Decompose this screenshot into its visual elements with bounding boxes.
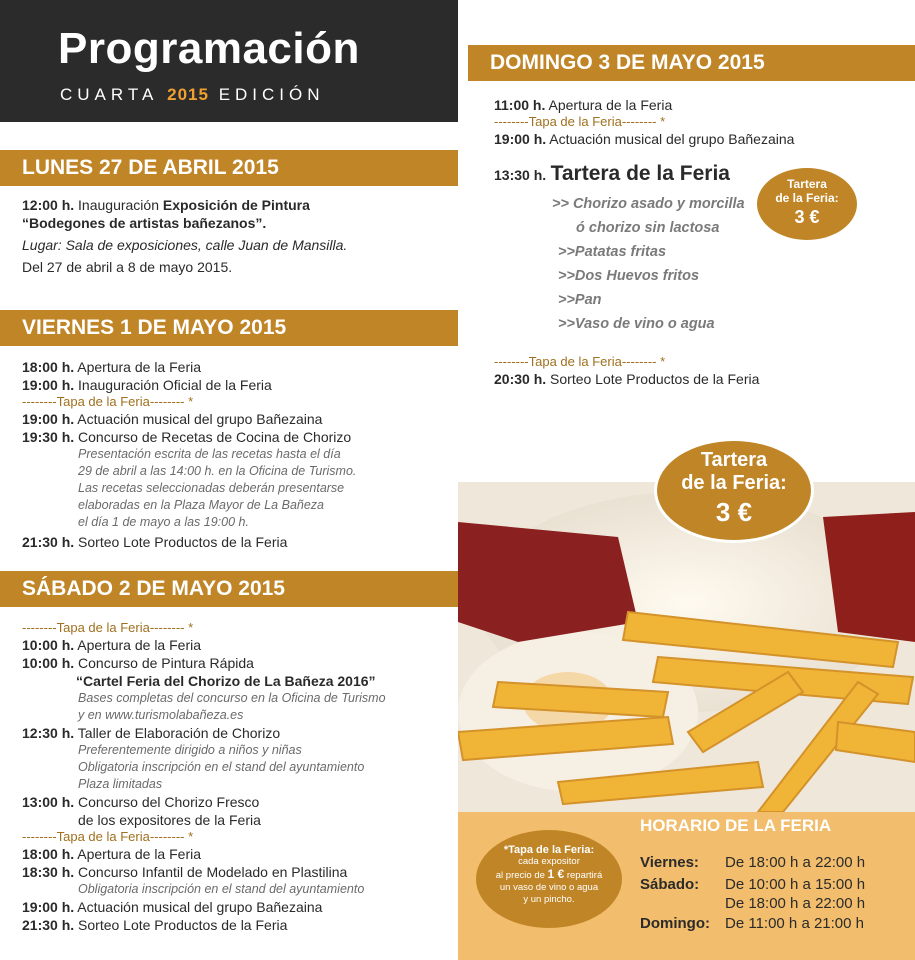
subtitle-pre: CUARTA xyxy=(60,85,158,104)
note-line: Presentación escrita de las recetas hasta el día xyxy=(78,447,341,461)
schedule-row: Domingo: De 11:00 h a 21:00 h xyxy=(640,915,864,932)
note-line: Plaza limitadas xyxy=(78,777,163,791)
cartel-title: “Cartel Feria del Chorizo de La Bañeza 2016” xyxy=(76,673,376,689)
note-line: Bases completas del concurso en la Oficina de Turismo xyxy=(78,691,386,705)
list-item: 13:00 h. Concurso del Chorizo Fresco xyxy=(22,794,260,810)
viernes-content xyxy=(22,358,356,551)
tartera-price-badge-large: Tartera de la Feria: 3 € xyxy=(654,438,814,543)
subtitle-post: EDICIÓN xyxy=(218,85,325,104)
menu-item: >>Dos Huevos fritos xyxy=(558,268,700,284)
domingo-content xyxy=(494,96,794,388)
lunes-content xyxy=(22,196,347,276)
section-domingo-heading: DOMINGO 3 DE MAYO 2015 xyxy=(468,45,915,81)
schedule-row: Viernes: De 18:00 h a 22:00 h xyxy=(640,854,866,871)
sabado-content xyxy=(22,620,386,934)
page-title: Programación xyxy=(58,24,360,73)
list-item: 21:30 h. Sorteo Lote Productos de la Feria xyxy=(22,534,288,550)
list-item: 12:30 h. Taller de Elaboración de Chorizo xyxy=(22,725,281,741)
list-item: 19:00 h. Actuación musical del grupo Bañezaina xyxy=(494,131,795,147)
menu-item: >>Pan xyxy=(558,292,602,308)
note-line: Preferentemente dirigido a niños y niñas xyxy=(78,743,302,757)
lunes-place: Lugar: Sala de exposiciones, calle Juan de Mansilla. xyxy=(22,237,348,253)
list-item: 18:00 h. Apertura de la Feria xyxy=(22,846,201,862)
note-line: y en www.turismolabañeza.es xyxy=(78,708,244,722)
note-line: elaboradas en la Plaza Mayor de La Bañeza xyxy=(78,498,324,512)
section-lunes-heading: LUNES 27 DE ABRIL 2015 xyxy=(0,150,458,186)
note-line: 29 de abril a las 14:00 h. en la Oficina de Turismo. xyxy=(78,464,357,478)
schedule-row: Sábado: De 10:00 h a 15:00 h xyxy=(640,876,866,893)
tartera-menu xyxy=(494,192,794,336)
list-item: 19:00 h. Actuación musical del grupo Bañezaina xyxy=(22,899,323,915)
list-item: 10:00 h. Apertura de la Feria xyxy=(22,637,201,653)
tapa-separator: --------Tapa de la Feria-------- * xyxy=(22,829,194,844)
page-subtitle xyxy=(60,85,325,105)
note-line: el día 1 de mayo a las 19:00 h. xyxy=(78,515,249,529)
note-line: Las recetas seleccionadas deberán presentarse xyxy=(78,481,345,495)
list-item: 10:00 h. Concurso de Pintura Rápida xyxy=(22,655,254,671)
list-item: 19:00 h. Actuación musical del grupo Bañezaina xyxy=(22,411,323,427)
note-line: Obligatoria inscripción en el stand del ayuntamiento xyxy=(78,760,365,774)
subtitle-year: 2015 xyxy=(167,85,209,104)
list-item-cont: de los expositores de la Feria xyxy=(78,812,261,828)
section-viernes-heading: VIERNES 1 DE MAYO 2015 xyxy=(0,310,458,346)
list-item: 18:30 h. Concurso Infantil de Modelado en Plastilina xyxy=(22,864,348,880)
tapa-separator: --------Tapa de la Feria-------- * xyxy=(22,620,194,635)
list-item: 19:00 h. Inauguración Oficial de la Feria xyxy=(22,377,272,393)
schedule-row: De 18:00 h a 22:00 h xyxy=(725,895,866,912)
tapa-separator: --------Tapa de la Feria-------- * xyxy=(494,114,666,129)
list-item: 20:30 h. Sorteo Lote Productos de la Feria xyxy=(494,371,760,387)
tapa-separator: --------Tapa de la Feria-------- * xyxy=(494,354,666,369)
menu-item: >> Chorizo asado y morcilla xyxy=(552,196,745,212)
tapa-separator: --------Tapa de la Feria-------- * xyxy=(22,394,194,409)
lunes-event: 12:00 h. Inauguración Exposición de Pintura xyxy=(22,197,310,213)
menu-item: >>Vaso de vino o agua xyxy=(558,316,715,332)
menu-item: ó chorizo sin lactosa xyxy=(576,220,720,236)
menu-item: >>Patatas fritas xyxy=(558,244,667,260)
tapa-info-badge: *Tapa de la Feria: cada expositor al precio de 1 € repartirá un vaso de vino o agua y un pincho. xyxy=(476,830,622,928)
tartera-price-badge-small: Tartera de la Feria: 3 € xyxy=(757,168,857,240)
section-sabado-heading: SÁBADO 2 DE MAYO 2015 xyxy=(0,571,458,607)
list-item: 11:00 h. Apertura de la Feria xyxy=(494,97,673,113)
horario-title: HORARIO DE LA FERIA xyxy=(640,816,832,835)
lunes-event-title: “Bodegones de artistas bañezanos”. xyxy=(22,215,267,231)
list-item: 19:30 h. Concurso de Recetas de Cocina de Chorizo xyxy=(22,429,352,445)
tartera-heading: 13:30 h. Tartera de la Feria xyxy=(494,162,730,185)
list-item: 18:00 h. Apertura de la Feria xyxy=(22,359,201,375)
lunes-dates: Del 27 de abril a 8 de mayo 2015. xyxy=(22,259,233,275)
list-item: 21:30 h. Sorteo Lote Productos de la Feria xyxy=(22,917,288,933)
note-line: Obligatoria inscripción en el stand del ayuntamiento xyxy=(78,882,365,896)
